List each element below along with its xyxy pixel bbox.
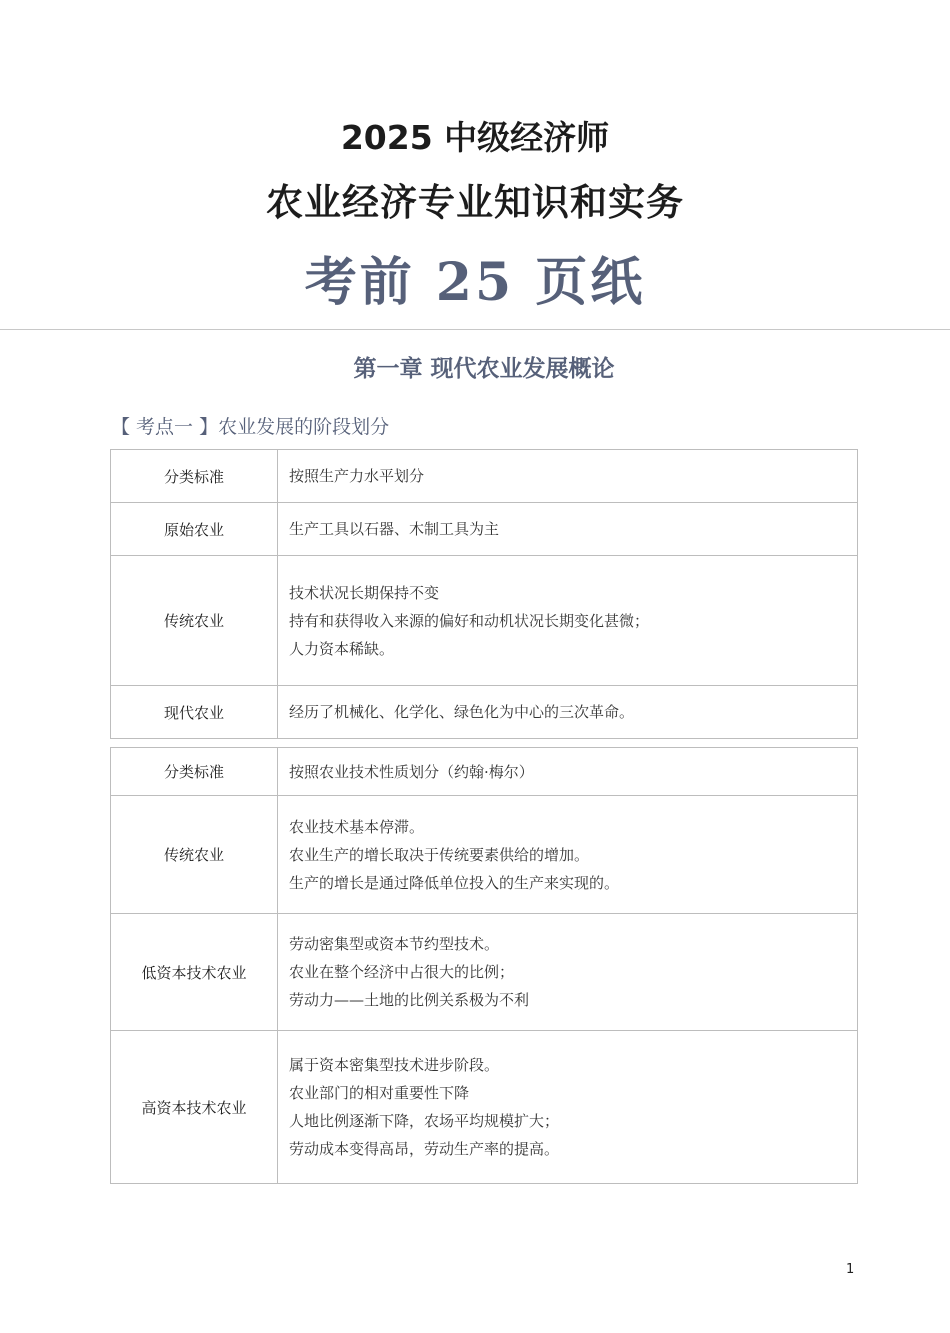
row-value bbox=[278, 748, 858, 796]
row-value-line: 农业生产的增长取决于传统要素供给的增加。 bbox=[289, 845, 590, 864]
row-key: 分类标准 bbox=[111, 450, 278, 503]
row-value-line: 农业技术基本停滞。 bbox=[289, 817, 425, 836]
row-value bbox=[278, 914, 858, 1031]
row-value-line: 属于资本密集型技术进步阶段。 bbox=[289, 1056, 500, 1074]
row-value-line: 技术状况长期保持不变 bbox=[289, 583, 440, 602]
row-key: 高资本技术农业 bbox=[111, 1031, 278, 1184]
row-key: 原始农业 bbox=[111, 503, 278, 556]
row-value bbox=[278, 450, 858, 503]
table-row bbox=[111, 1031, 858, 1184]
row-value-line: 人力资本稀缺。 bbox=[289, 639, 395, 658]
header-divider bbox=[0, 329, 950, 330]
row-value-line: 劳动成本变得高昂，劳动生产率的提高。 bbox=[289, 1140, 560, 1158]
table-row bbox=[111, 796, 858, 914]
row-key: 传统农业 bbox=[111, 556, 278, 686]
table-row bbox=[111, 686, 858, 739]
row-value-line: 人地比例逐渐下降，农场平均规模扩大； bbox=[289, 1112, 560, 1130]
row-value-line: 农业部门的相对重要性下降 bbox=[289, 1084, 470, 1102]
table-row bbox=[111, 748, 858, 796]
row-value-line: 生产工具以石器、木制工具为主 bbox=[289, 520, 500, 538]
row-value bbox=[278, 503, 858, 556]
document-subject: 农业经济专业知识和实务 bbox=[266, 181, 684, 224]
section-heading: 【 考点一 】农业发展的阶段划分 bbox=[111, 416, 390, 438]
table-row bbox=[111, 503, 858, 556]
table-row bbox=[111, 450, 858, 503]
row-value-line: 持有和获得收入来源的偏好和动机状况长期变化甚微； bbox=[289, 611, 650, 630]
row-key: 分类标准 bbox=[111, 748, 278, 796]
row-key: 传统农业 bbox=[111, 796, 278, 914]
row-value bbox=[278, 556, 858, 686]
table-row bbox=[111, 914, 858, 1031]
page-number: 1 bbox=[846, 1262, 855, 1277]
row-value-line: 劳动力——土地的比例关系极为不利 bbox=[289, 991, 530, 1009]
row-value-line: 生产的增长是通过降低单位投入的生产来实现的。 bbox=[289, 873, 620, 892]
row-key: 低资本技术农业 bbox=[111, 914, 278, 1031]
chapter-title: 第一章 现代农业发展概论 bbox=[353, 355, 615, 382]
row-value bbox=[278, 796, 858, 914]
row-value-line: 劳动密集型或资本节约型技术。 bbox=[289, 935, 500, 953]
row-key: 现代农业 bbox=[111, 686, 278, 739]
row-value-line: 按照农业技术性质划分（约翰·梅尔） bbox=[289, 762, 534, 781]
row-value-line: 农业在整个经济中占很大的比例； bbox=[289, 963, 515, 981]
row-value-line: 按照生产力水平划分 bbox=[289, 467, 425, 485]
table-row bbox=[111, 556, 858, 686]
document-subtitle: 考前 25 页纸 bbox=[304, 252, 646, 313]
classification-table-productivity bbox=[110, 449, 858, 739]
row-value bbox=[278, 1031, 858, 1184]
classification-table-technology bbox=[110, 747, 858, 1184]
row-value bbox=[278, 686, 858, 739]
row-value-line: 经历了机械化、化学化、绿色化为中心的三次革命。 bbox=[289, 703, 635, 721]
document-title: 2025 中级经济师 bbox=[340, 118, 610, 157]
